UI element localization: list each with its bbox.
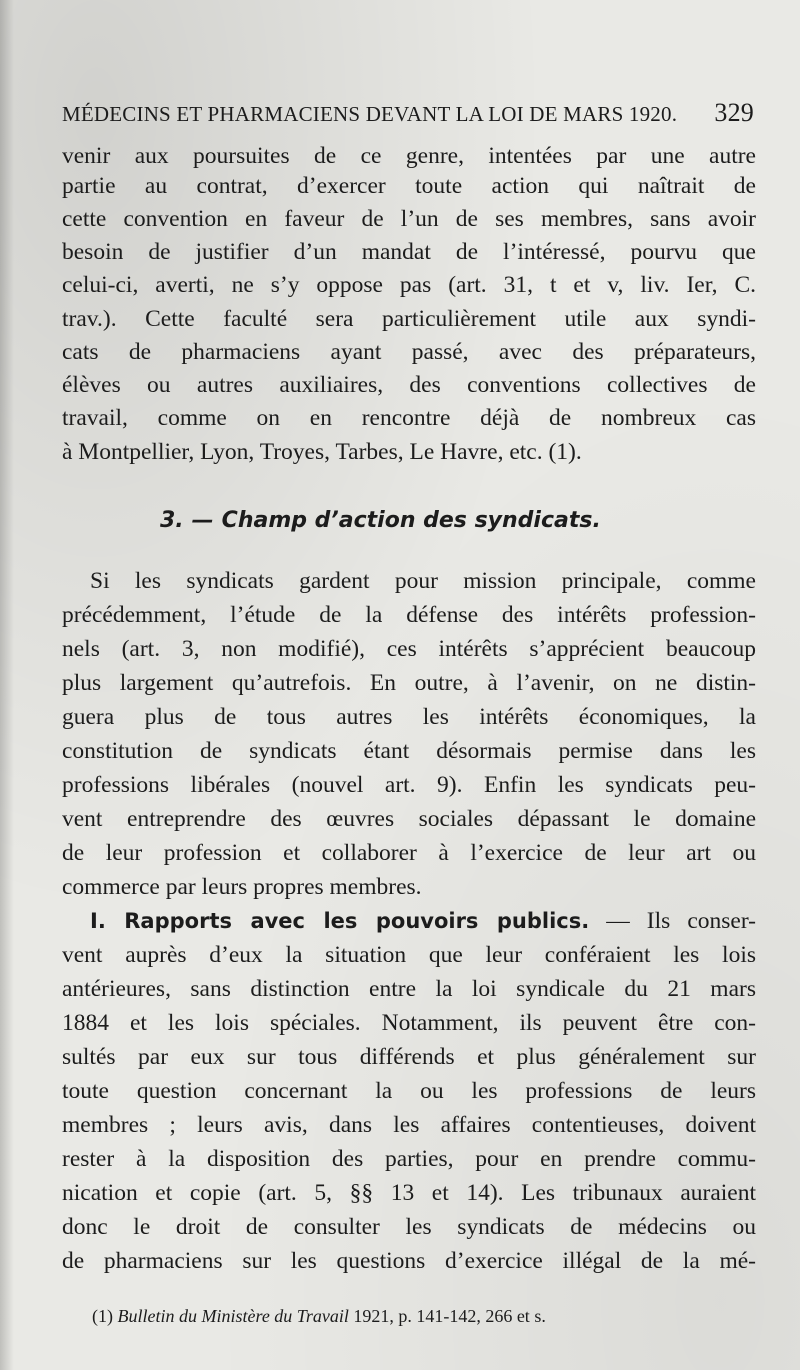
section-number: 3. [160,508,184,533]
text-line: nication et copie (art. 5, §§ 13 et 14). Les tribunaux auraient [62,1180,756,1206]
text-line: celui-ci, averti, ne s’y oppose pas (art. 31, t et v, liv. Ier, C. [62,272,756,298]
text-line: 1884 et les lois spéciales. Notamment, ils peuvent être con- [62,1010,756,1036]
footnote-marker: (1) [92,1306,113,1326]
page-shadow-edge [0,0,14,1370]
page-number: 329 [714,98,754,127]
text-line: membres ; leurs avis, dans les affaires contentieuses, doivent [62,1112,756,1138]
text-line: sultés par eux sur tous différends et plus généralement sur [62,1044,756,1070]
text-line: besoin de justifier d’un mandat de l’intéressé, pourvu que [62,239,756,265]
text-line: nels (art. 3, non modifié), ces intérêts s’apprécient beaucoup [62,636,756,662]
text-line: élèves ou autres auxiliaires, des conventions collectives de [62,372,756,398]
text-line: vent entreprendre des œuvres sociales dépassant le domaine [62,806,756,832]
text-line: de leur profession et collaborer à l’exercice de leur art ou [62,840,756,866]
footnote-details: 1921, p. 141-142, 266 et s. [353,1306,546,1326]
text-line: partie au contrat, d’exercer toute action qui naîtrait de [62,173,756,199]
text-line: donc le droit de consulter les syndicats de médecins ou [62,1214,756,1240]
text-line: vent auprès d’eux la situation que leur conféraient les lois [62,942,756,968]
text-line: plus largement qu’autrefois. En outre, à l’avenir, on ne distin- [62,670,756,696]
section-dash: — [191,508,214,533]
footnote [92,1306,546,1327]
text-line: précédemment, l’étude de la défense des intérêts profession- [62,602,756,628]
text-line [90,906,756,936]
footnote-source: Bulletin du Ministère du Travail [117,1306,349,1326]
text-line: Si les syndicats gardent pour mission principale, comme [90,568,756,594]
text-line: constitution de syndicats étant désormais permise dans les [62,738,756,764]
text-line: commerce par leurs propres membres. [62,874,422,900]
text-line: trav.). Cette faculté sera particulièrement utile aux syndi- [62,306,756,332]
text-line: professions libérales (nouvel art. 9). Enfin les syndicats peu- [62,772,756,798]
text-line: cats de pharmaciens ayant passé, avec des préparateurs, [62,339,756,365]
paragraph-lead: I. Rapports avec les pouvoirs publics. [90,909,590,933]
running-header [62,96,762,136]
paragraph-lead-rest: — Ils conser- [606,908,757,934]
section-heading [160,508,601,533]
text-line: à Montpellier, Lyon, Troyes, Tarbes, Le Havre, etc. (1). [62,439,582,465]
text-line: guera plus de tous autres les intérêts économiques, la [62,704,756,730]
text-line: rester à la disposition des parties, pour en prendre commu- [62,1146,756,1172]
text-line: de pharmaciens sur les questions d’exercice illégal de la mé- [62,1248,756,1274]
running-header-title: MÉDECINS ET PHARMACIENS DEVANT LA LOI DE MARS 1920. [62,102,678,126]
section-title: Champ d’action des syndicats. [221,508,601,533]
text-line: venir aux poursuites de ce genre, intentées par une autre [62,143,756,169]
text-line: travail, comme on en rencontre déjà de nombreux cas [62,405,756,431]
text-line: toute question concernant la ou les professions de leurs [62,1078,756,1104]
text-line: cette convention en faveur de l’un de ses membres, sans avoir [62,206,756,232]
text-line: antérieures, sans distinction entre la loi syndicale du 21 mars [62,976,756,1002]
